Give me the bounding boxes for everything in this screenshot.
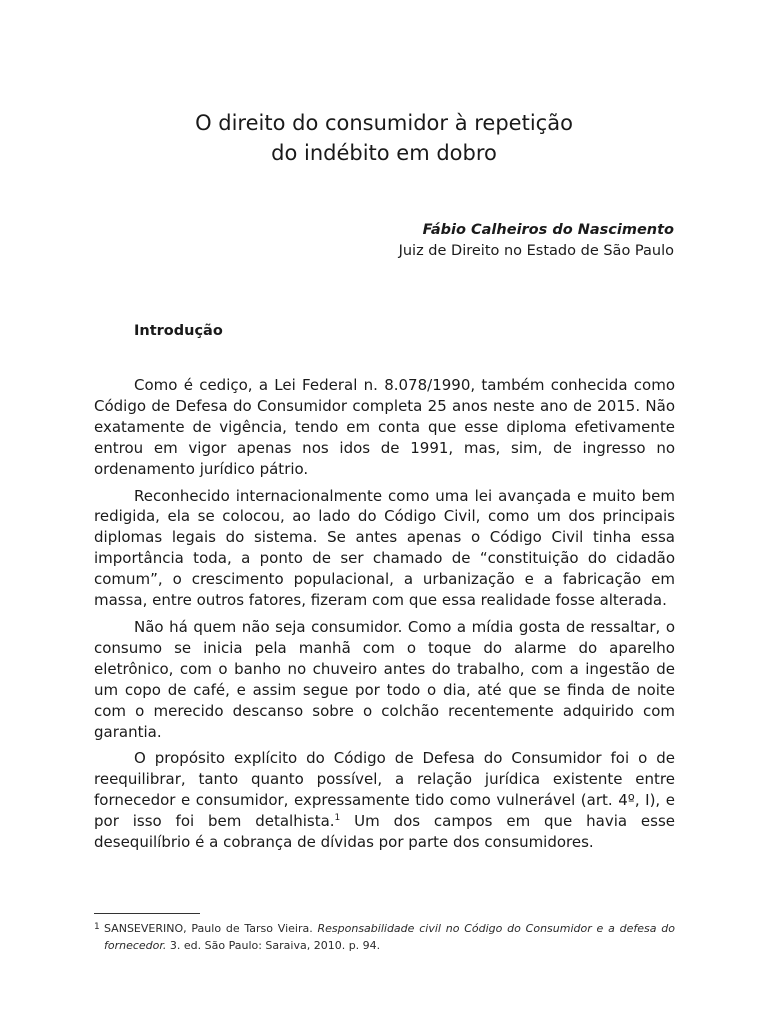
footnote-row [94,920,675,954]
author-name: Fábio Calheiros do Nascimento [422,222,674,238]
paragraph-2: Reconhecido internacionalmente como uma lei avançada e muito bem redigida, ela se colocou, ao lado do Código Civil, como um dos principais diplomas legais do sistema. Se antes apenas o Código Civil tinha essa importância toda, a ponto de ser chamado de “constituição do cidadão comum”, o crescimento populacional, a urbanização e a fabricação em massa, entre outros fatores, fizeram com que essa realidade fosse alterada. [94,486,675,610]
page-title [94,108,674,168]
paragraph-4-text-end: Um dos campos em que havia esse desequilíbrio é a cobrança de dívidas por parte dos consumidores. [94,812,675,852]
paragraph-1: Como é cediço, a Lei Federal n. 8.078/1990, também conhecida como Código de Defesa do Consumidor completa 25 anos neste ano de 2015. Não exatamente de vigência, tendo em conta que esse diploma efetivamente entrou em vigor apenas nos idos de 1991, mas, sim, de ingresso no ordenamento jurídico pátrio. [94,376,675,478]
body-text [94,375,675,859]
paragraph-4-text: O propósito explícito do Código de Defesa do Consumidor foi o de reequilibrar, tanto quanto possível, a relação jurídica existente entre fornecedor e consumidor, expressamente tido como vulnerável (art. 4º, I), e por isso foi bem detalhista. [94,749,675,831]
section-heading: Introdução [134,323,223,339]
paragraph-4 [94,748,675,853]
author-role: Juiz de Direito no Estado de São Paulo [398,243,674,259]
footnote-reference[interactable]: 1 [334,813,341,824]
footnote-author: SANSEVERINO, Paulo de Tarso Vieira. [104,922,318,935]
footnote-text [104,920,675,954]
footnote-work-title: Responsabilidade civil no Código do Consumidor e a defesa do fornecedor. [104,922,675,952]
paragraph-3: Não há quem não seja consumidor. Como a mídia gosta de ressaltar, o consumo se inicia pela manhã com o toque do alarme do aparelho eletrônico, com o banho no chuveiro antes do trabalho, com a ingestão de um copo de café, e assim segue por todo o dia, até que se finda de noite com o merecido descanso sobre o colchão recentemente adquirido com garantia. [94,617,675,741]
footnote-details: 3. ed. São Paulo: Saraiva, 2010. p. 94. [166,939,381,952]
title-line-2: do indébito em dobro [271,141,497,165]
author-block [399,220,674,262]
footnote-marker: 1 [94,922,100,932]
footnote [94,920,675,954]
footnote-divider [94,913,200,914]
title-line-1: O direito do consumidor à repetição [195,111,573,135]
